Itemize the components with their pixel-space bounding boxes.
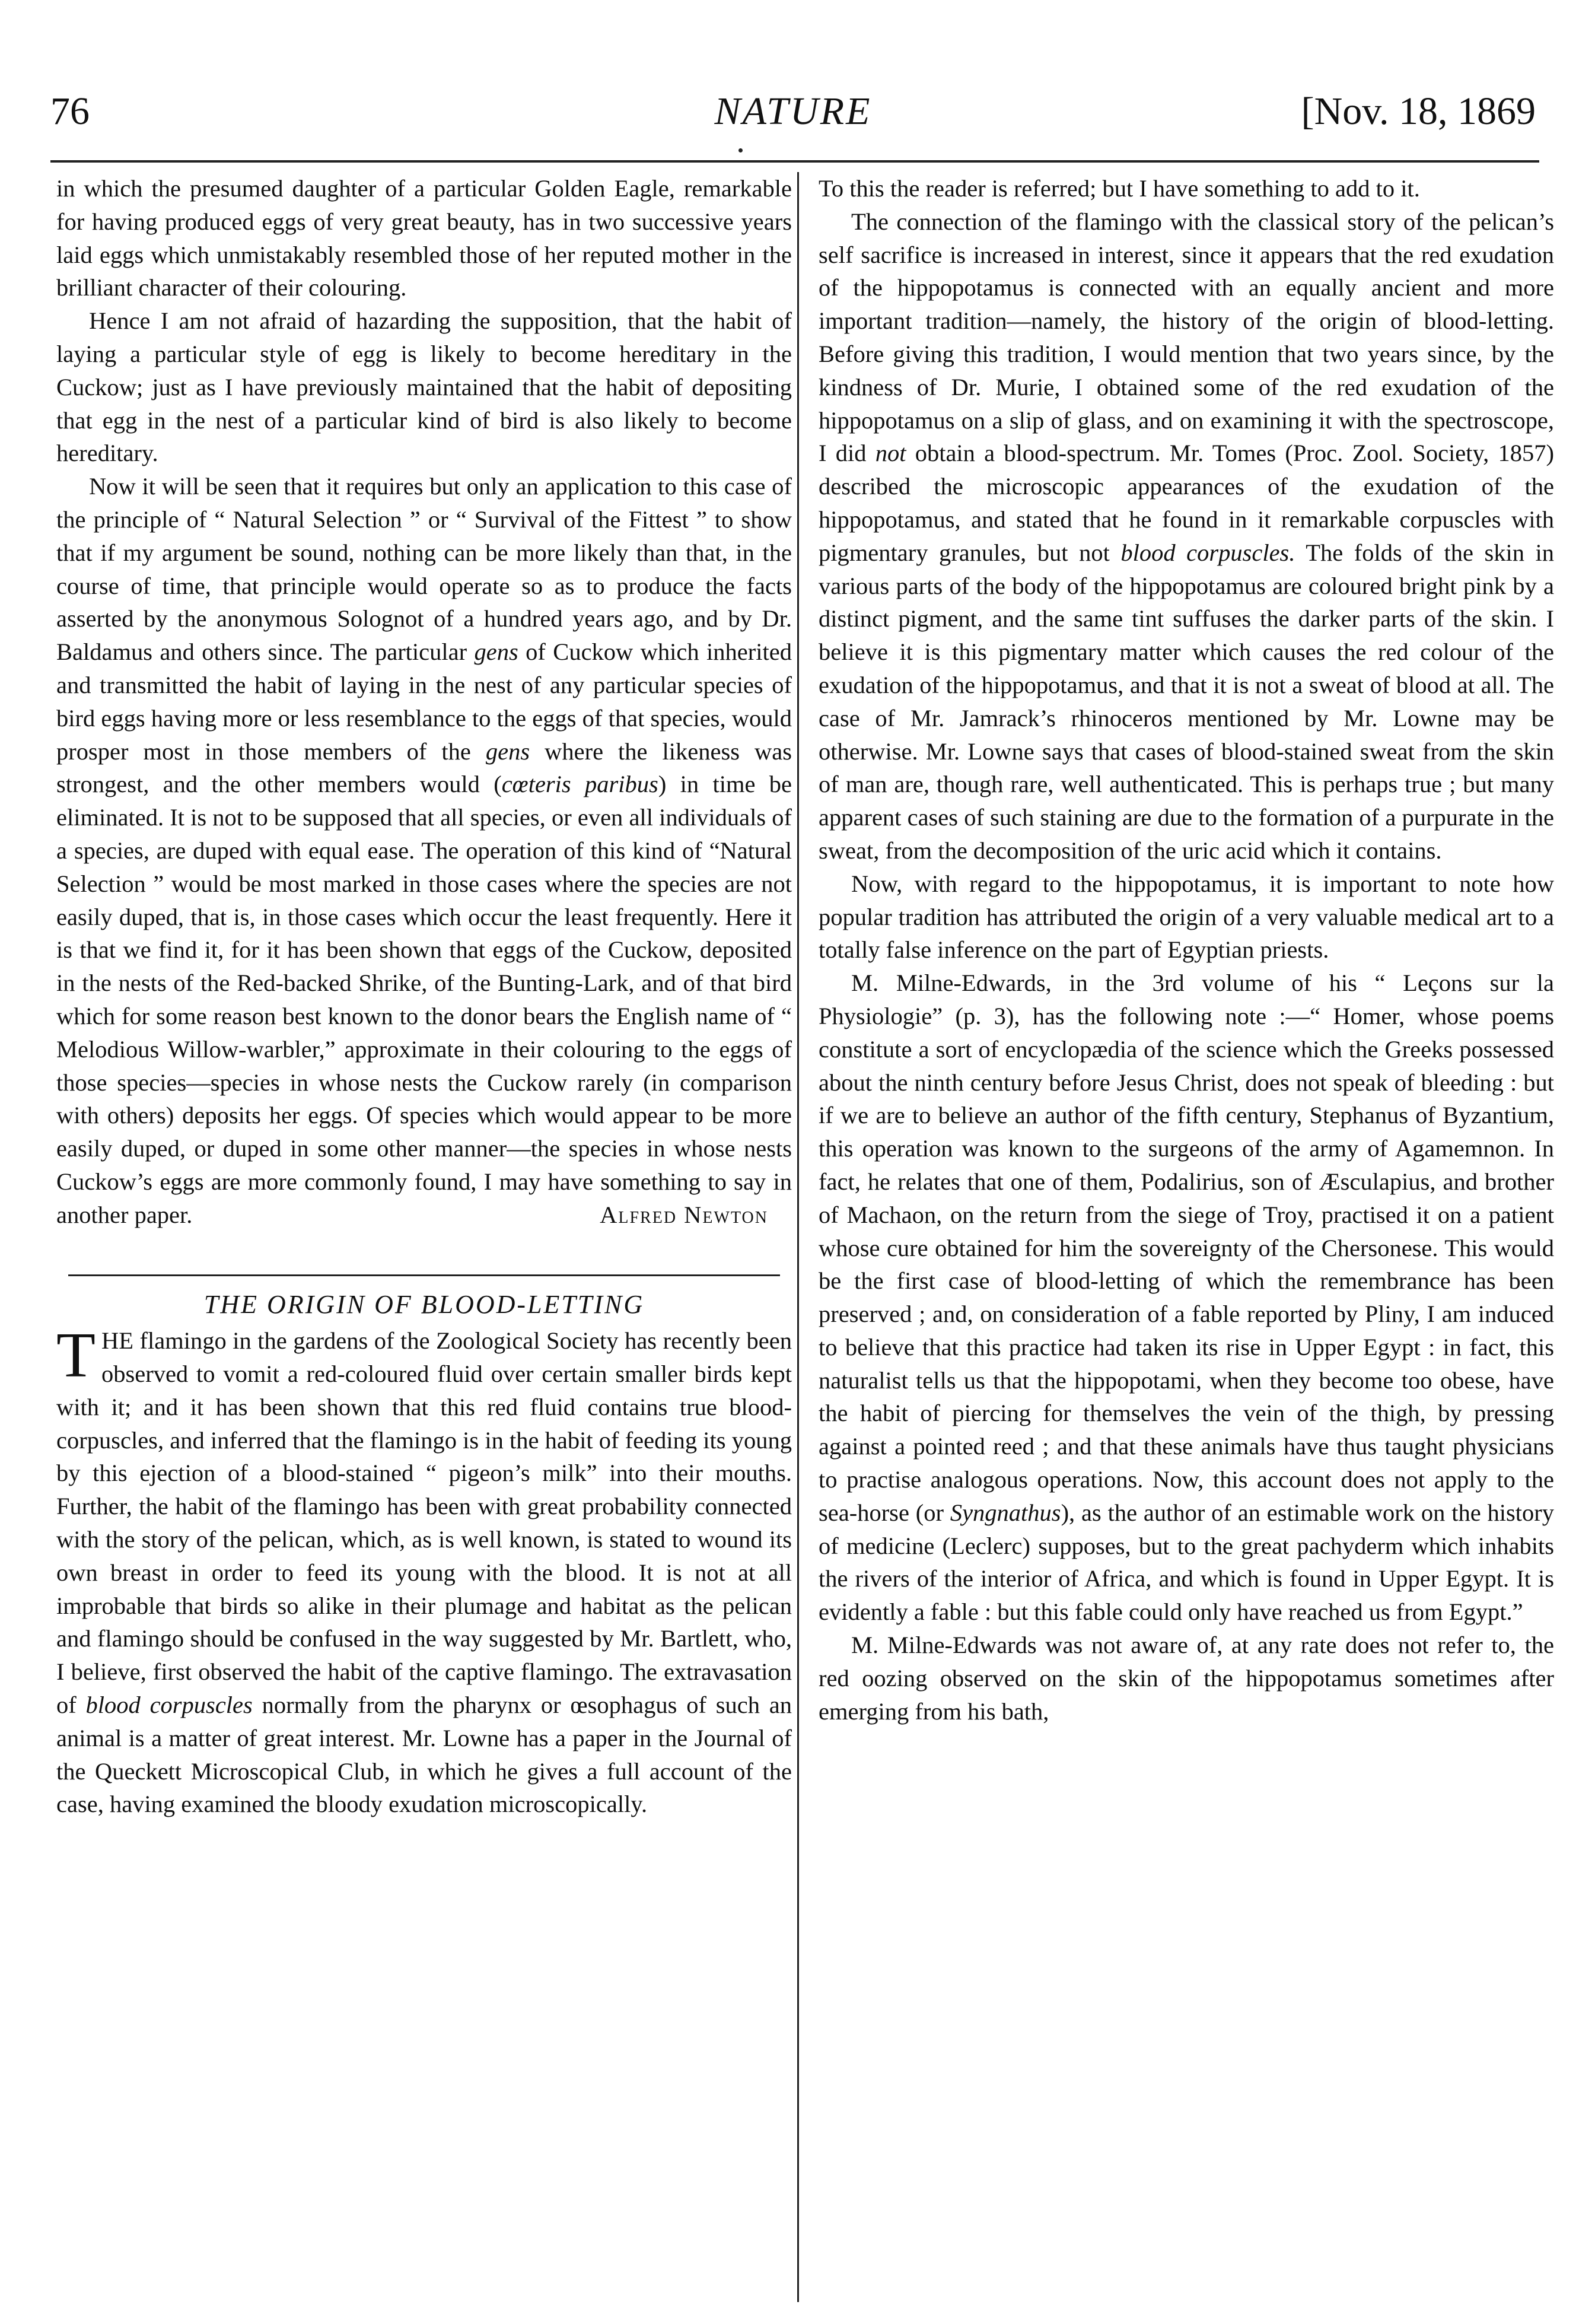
italic-term: blood corpuscles — [85, 1692, 253, 1719]
drop-cap: T — [56, 1320, 95, 1391]
journal-title: NATURE — [714, 90, 872, 133]
paragraph: Hence I am not afraid of hazarding the supposition, that the habit of laying a particular style of egg is likely to become hereditary in the Cuckow; just as I have previously maintained that the habit of depositing that egg in the nest of a particular kind of bird is also likely to become hereditary. — [56, 307, 792, 467]
author-signature: Alfred Newton — [600, 1201, 768, 1228]
paragraph: The connection of the flamingo with the classical story of the pelican’s self sacrifice is increased in interest, since it appears that the red exudation of the hippopotamus is connected with an equally ancient and more important tradition—namely, the history of the origin of blood-letting. Before giving this tradition, I would mention that two years since, by the kindness of Dr. Murie, I obtained some of the red exudation of the hippopotamus on a slip of glass, and on examining it with the spectroscope, I did not obtain a blood-spectrum. Mr. Tomes (Proc. Zool. Society, 1857) described the microscopic appearances of the exudation of the hippopotamus, and stated that he found in it remarkable corpuscles with pigmentary granules, but not blood corpuscles. The folds of the skin in various parts of the body of the hippopotamus are coloured bright pink by a distinct pigment, and the same tint suffuses the darker parts of the skin. I believe it is this pigmentary matter which causes the red colour of the exudation of the hippopotamus, and that it is not a sweat of blood at all. The case of Mr. Jamrack’s rhinoceros mentioned by Mr. Lowne may be otherwise. Mr. Lowne says that cases of blood-stained sweat from the skin of man are, though rare, well authenticated. This is perhaps true ; but many apparent cases of such staining are due to the formation of a purpurate in the sweat, from the decomposition of the uric acid which it contains. — [819, 208, 1555, 864]
article-paragraph: THE flamingo in the gardens of the Zoological Society has recently been observed to vomit a red-coloured fluid over certain smaller birds kept with it; and it has been shown that this red fluid contains true blood-corpuscles, and inferred that the flamingo is in the habit of feeding its young by this ejection of a blood-stained “ pigeon’s milk” into their mouths. Further, the habit of the flamingo has been with great probability connected with the story of the pelican, which, as is well known, is stated to wound its own breast in order to feed its young with the blood. It is not at all improbable that birds so alike in their plumage and habitat as the pelican and flamingo should be confused in the way suggested by Mr. Bartlett, who, I believe, first observed the habit of the captive flamingo. The extravasation of blood corpuscles normally from the pharynx or œsophagus of such an animal is a matter of great interest. Mr. Lowne has a paper in the Journal of the Queckett Microscopical Club, in which he gives a full account of the case, having examined the bloody exudation microscopically. — [56, 1320, 792, 1818]
paragraph: M. Milne-Edwards, in the 3rd volume of his “ Leçons sur la Physiologie” (p. 3), has the following note :—“ Homer, whose poems constitute a sort of encyclopædia of the science which the Greeks possessed about the ninth century before Jesus Christ, does not speak of bleeding : but if we are to believe an author of the fifth century, Stephanus of Byzantium, this operation was known to the surgeons of the army of Agamemnon. In fact, he relates that one of them, Podalirius, son of Æsculapius, and brother of Machaon, on the return from the siege of Troy, practised it on a patient whose cure obtained for him the sovereignty of the Chersonese. This would be the first case of blood-letting of which the remembrance has been preserved ; and, on consideration of a fable reported by Pliny, I am induced to believe that this practice had taken its rise in Upper Egypt : in fact, this naturalist tells us that the hippopotami, when they become too obese, have the habit of piercing for themselves the vein of the thigh, by pressing against a pointed reed ; and that these animals have thus taught physicians to practise analogous operations. Now, this account does not apply to the sea-horse (or Syngnathus), as the author of an estimable work on the history of medicine (Leclerc) supposes, but to the great pachyderm which inhabits the rivers of the interior of Africa, and which is found in Upper Egypt. It is evidently a fable : but this fable could only have reached us from Egypt.” — [819, 969, 1554, 1626]
issue-date: [Nov. 18, 1869 — [1301, 90, 1536, 133]
header-dot — [738, 148, 743, 152]
paragraph: M. Milne-Edwards was not aware of, at any rate does not refer to, the red oozing observed on the skin of the hippopotamus sometimes after emerging from his bath, — [819, 1632, 1554, 1725]
italic-term: gens — [474, 638, 518, 666]
italic-term: gens — [485, 737, 530, 765]
header-rule — [50, 160, 1539, 163]
article-title: THE ORIGIN OF BLOOD-LETTING — [203, 1289, 645, 1319]
italic-term: blood corpuscles. — [1120, 539, 1295, 566]
page-header — [50, 89, 1536, 154]
italic-term: Syngnathus — [950, 1499, 1061, 1526]
italic-term: not — [875, 440, 906, 467]
italic-term: cœteris paribus — [501, 771, 658, 798]
column-divider — [797, 172, 799, 2302]
section-divider — [68, 1274, 780, 1276]
left-column — [56, 172, 792, 1821]
paragraph: Now, with regard to the hippopotamus, it is important to note how popular tradition has attributed the origin of a very valuable medical art to a totally false inference on the part of Egyptian priests. — [819, 870, 1554, 964]
right-column — [819, 172, 1554, 1728]
paragraph: To this the reader is referred; but I have something to add to it. — [819, 175, 1420, 202]
paragraph: Now it will be seen that it requires but only an application to this case of the principle of “ Natural Selection ” or “ Survival of the Fittest ” to show that if my argument be sound, nothing can be more likely than that, in the course of time, that principle would operate so as to produce the facts asserted by the anonymous Solognot of a hundred years ago, and by Dr. Baldamus and others since. The particular gens of Cuckow which inherited and transmitted the habit of laying in the nest of any particular species of bird eggs having more or less resemblance to the eggs of that species, would prosper most in those members of the gens where the likeness was strongest, and the other members would (cœteris paribus) in time be eliminated. It is not to be supposed that all species, or even all individuals of a species, are duped with equal ease. The operation of this kind of “Natural Selection ” would be most marked in those cases where the species are not easily duped, that is, in those cases which occur the least frequently. Here it is that we find it, for it has been shown that eggs of the Cuckow, deposited in the nests of the Red-backed Shrike, of the Bunting-Lark, and of that bird which for some reason best known to the donor bears the English name of “ Melodious Willow-warbler,” approximate in their colouring to the eggs of those species—species in whose nests the Cuckow rarely (in comparison with others) deposits her eggs. Of species which would appear to be more easily duped, or duped in some other manner—the species in whose nests Cuckow’s eggs are more commonly found, I may have something to say in another paper. Alfred Newton — [56, 470, 792, 1231]
page-number: 76 — [50, 90, 90, 133]
paragraph: in which the presumed daughter of a particular Golden Eagle, remarkable for having produced eggs of very great beauty, has in two successive years laid eggs which unmistakably resembled those of her reputed mother in the brilliant character of their colouring. — [56, 175, 792, 301]
